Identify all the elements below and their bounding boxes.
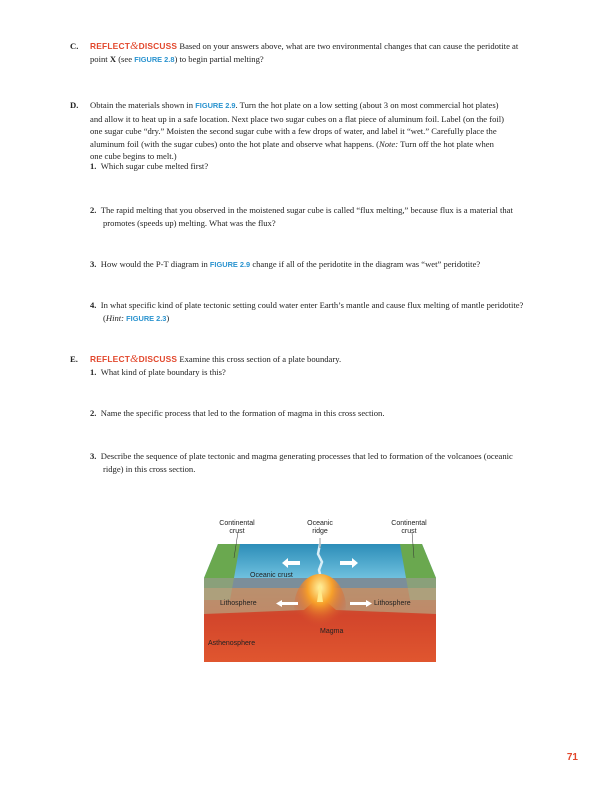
d-question-3: [90, 258, 480, 272]
figure-ref-link[interactable]: FIGURE 2.3: [126, 313, 167, 323]
magma-label: Magma: [320, 628, 344, 635]
ampersand: &: [130, 353, 139, 365]
continent-left-surface: [204, 544, 240, 578]
continent-right-surface: [400, 544, 436, 578]
question-number: 2.: [90, 408, 97, 418]
question-number: 4.: [90, 300, 97, 310]
question-text: In what specific kind of plate tectonic setting could water enter Earth’s mantle and cause flux melting of mantle peridotite?: [100, 300, 524, 310]
question-text: Name the specific process that led to the formation of magma in this cross section.: [100, 408, 385, 418]
e-question-2: [90, 407, 385, 420]
section-c-text-2b: (see: [116, 53, 135, 64]
section-c-text-2c: ) to begin partial melting?: [174, 53, 264, 64]
section-c-text-2a: point: [90, 53, 110, 64]
question-text: The rapid melting that you observed in the moistened sugar cube is called “flux melting,” because flux is a material that: [100, 205, 513, 215]
section-e-text: Examine this cross section of a plate boundary.: [177, 354, 342, 364]
d-line-1a: Obtain the materials shown in: [90, 100, 196, 110]
question-text: What kind of plate boundary is this?: [100, 367, 226, 377]
ampersand: &: [130, 40, 139, 52]
question-number: 3.: [90, 259, 97, 269]
oceanic-ridge-label: Oceanic ridge: [307, 520, 333, 535]
e-question-3: [90, 450, 590, 475]
figure-ref-link[interactable]: FIGURE 2.9: [195, 101, 236, 110]
continental-crust-left-label: Continental crust: [219, 520, 255, 535]
e-question-1: [90, 366, 226, 379]
question-text-2: ridge) in this cross section.: [103, 463, 196, 474]
plate-boundary-diagram: [200, 518, 440, 668]
lithosphere-right-label: Lithosphere: [374, 600, 411, 607]
d-question-4: [90, 299, 590, 325]
section-c-prompt: [90, 40, 580, 66]
point-x: X: [109, 53, 117, 64]
figure-ref-link[interactable]: FIGURE 2.8: [134, 54, 175, 64]
d-line-4a: aluminum foil (with the sugar cubes) onto the hot plate and observe what happens. (: [90, 138, 380, 149]
discuss-label: DISCUSS: [138, 354, 178, 364]
d-question-1: [90, 160, 208, 173]
note-label: Note:: [379, 138, 399, 149]
question-text-2: change if all of the peridotite in the diagram was “wet” peridotite?: [250, 259, 481, 269]
d-line-5: one cube begins to melt.): [90, 151, 177, 162]
oceanic-crust-label: Oceanic crust: [250, 572, 293, 579]
lithosphere-left-label: Lithosphere: [220, 600, 257, 607]
section-c-label: C.: [70, 41, 79, 51]
continental-crust-right-label: Continental crust: [391, 520, 427, 535]
d-question-2: [90, 204, 590, 229]
d-line-4b: Turn off the hot plate when: [398, 138, 494, 149]
reflect-label: REFLECT: [90, 354, 131, 364]
question-text: Describe the sequence of plate tectonic and magma generating processes that led to formation of the volcanoes (oceanic: [100, 451, 513, 461]
question-number: 1.: [90, 367, 97, 377]
question-text-2: promotes (speeds up) melting. What was the flux?: [103, 217, 276, 228]
figure-ref-link[interactable]: FIGURE 2.9: [209, 260, 251, 269]
question-number: 1.: [90, 161, 97, 171]
paren-open: (: [103, 312, 106, 323]
question-text: Which sugar cube melted first?: [100, 161, 209, 171]
section-d-label: D.: [70, 100, 79, 110]
d-line-3: one sugar cube “dry.” Moisten the second sugar cube with a few drops of water, and label it “wet.” Carefully place the: [90, 126, 497, 137]
reflect-label: REFLECT: [90, 41, 131, 51]
section-c-text-1: Based on your answers above, what are two environmental changes that can cause the peridotite at: [177, 41, 519, 51]
page-number: 71: [566, 752, 578, 763]
discuss-label: DISCUSS: [138, 41, 178, 51]
section-d-prompt: [90, 99, 590, 163]
d-line-1b: . Turn the hot plate on a low setting (about 3 on most commercial hot plates): [235, 100, 499, 110]
d-line-2: and allow it to heat up in a safe location. Next place two sugar cubes on a flat piece of aluminum foil. Label (on the foil): [90, 113, 505, 124]
section-e-prompt: [90, 353, 341, 366]
question-number: 2.: [90, 205, 97, 215]
hint-label: Hint:: [105, 312, 125, 323]
asthenosphere-label: Asthenosphere: [208, 640, 256, 647]
question-number: 3.: [90, 451, 97, 461]
question-text: How would the P-T diagram in: [100, 259, 210, 269]
paren-close: ): [166, 312, 170, 323]
section-e-label: E.: [70, 354, 78, 364]
